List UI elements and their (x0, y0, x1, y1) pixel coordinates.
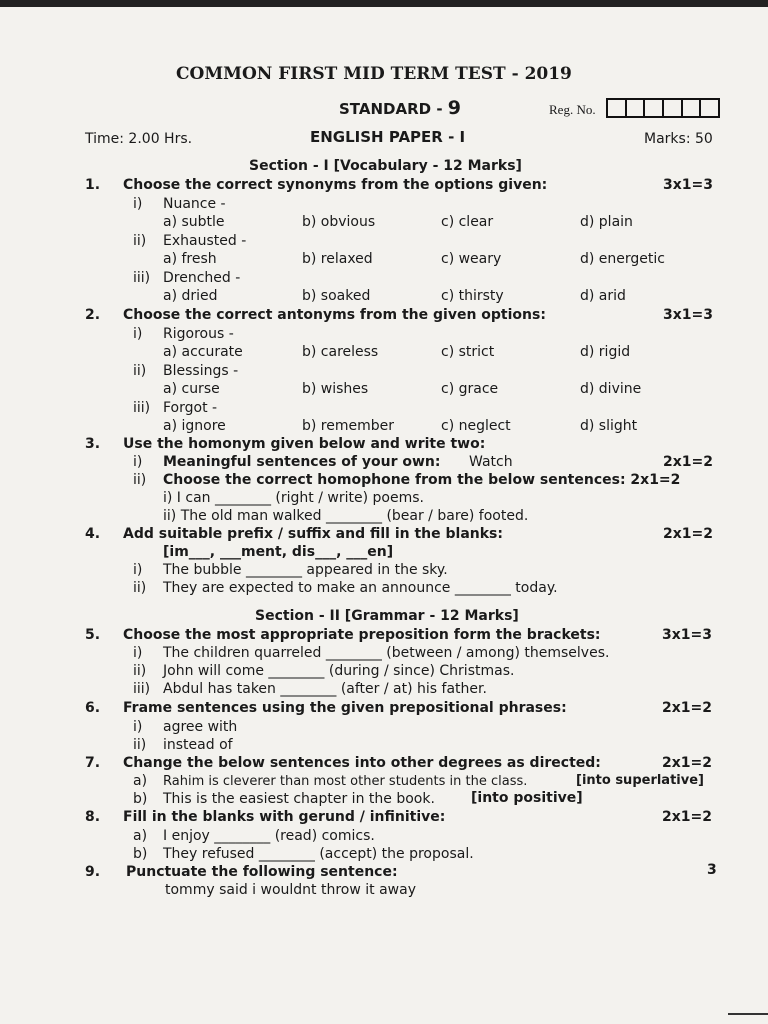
option-d: d) slight (580, 418, 638, 434)
question-text: Choose the correct antonyms from the given options: (123, 307, 546, 323)
option-d: d) rigid (580, 344, 631, 360)
question-number: 5. (85, 627, 101, 643)
item-label: a) (133, 773, 148, 789)
standard-line (339, 97, 461, 119)
item-text: They are expected to make an announce ________ today. (163, 580, 558, 596)
standard-value: 9 (447, 97, 461, 119)
item-label: a) (133, 828, 148, 844)
option-c: c) weary (441, 251, 502, 267)
top-dark-edge (0, 0, 768, 7)
option-b: b) careless (302, 344, 379, 360)
question-text: Use the homonym given below and write two: (123, 436, 486, 452)
option-c: c) grace (441, 381, 499, 397)
item-text: They refused ________ (accept) the proposal. (163, 846, 474, 862)
option-c: c) strict (441, 344, 495, 360)
item-label: ii) (133, 580, 147, 596)
item-marks: 2x1=2 (663, 454, 713, 470)
question-marks: 3x1=3 (662, 627, 712, 643)
option-b: b) soaked (302, 288, 371, 304)
option-a: a) accurate (163, 344, 243, 360)
option-d: d) arid (580, 288, 626, 304)
affix-options: [im___, ___ment, dis___, ___en] (163, 544, 394, 560)
item-text: agree with (163, 719, 238, 735)
section-heading: Section - I [Vocabulary - 12 Marks] (249, 158, 522, 174)
option-c: c) thirsty (441, 288, 504, 304)
question-number: 6. (85, 700, 101, 716)
item-text: Rahim is cleverer than most other students in the class. (163, 774, 528, 789)
question-number: 8. (85, 809, 101, 825)
option-a: a) ignore (163, 418, 226, 434)
exam-title: COMMON FIRST MID TERM TEST - 2019 (176, 64, 572, 84)
option-b: b) relaxed (302, 251, 373, 267)
option-b: b) obvious (302, 214, 376, 230)
item-label: i) (133, 719, 143, 735)
item-text: The children quarreled ________ (between / among) themselves. (163, 645, 610, 661)
item-word: Drenched - (163, 270, 241, 286)
question-number: 9. (85, 864, 101, 880)
item-label: b) (133, 846, 148, 862)
degree-direction: [into positive] (471, 790, 583, 806)
question-text: Choose the most appropriate preposition form the brackets: (123, 627, 601, 643)
exam-time: Time: 2.00 Hrs. (85, 131, 193, 147)
paper-name: ENGLISH PAPER - I (310, 128, 466, 146)
item-word: Exhausted - (163, 233, 247, 249)
question-marks: 2x1=2 (662, 809, 712, 825)
item-label: ii) (133, 737, 147, 753)
question-text: Change the below sentences into other degrees as directed: (123, 755, 601, 771)
homonym-word: Watch (469, 454, 513, 470)
item-label: iii) (133, 270, 151, 286)
item-text: Choose the correct homophone from the below sentences: 2x1=2 (163, 472, 681, 488)
sub-item: i) I can ________ (right / write) poems. (163, 490, 424, 506)
item-label: ii) (133, 663, 147, 679)
reg-no-boxes[interactable] (606, 98, 720, 118)
option-a: a) subtle (163, 214, 225, 230)
option-a: a) curse (163, 381, 220, 397)
question-text: Fill in the blanks with gerund / infinitive: (123, 809, 446, 825)
item-label: i) (133, 645, 143, 661)
sub-item: ii) The old man walked ________ (bear / bare) footed. (163, 508, 529, 524)
question-number: 1. (85, 177, 101, 193)
total-marks: Marks: 50 (644, 131, 713, 147)
page-corner-mark (728, 1013, 768, 1015)
question-text: Punctuate the following sentence: (126, 864, 398, 880)
item-word: Blessings - (163, 363, 239, 379)
option-c: c) neglect (441, 418, 511, 434)
degree-direction: [into superlative] (576, 773, 704, 788)
option-d: d) plain (580, 214, 633, 230)
item-text: Abdul has taken ________ (after / at) his father. (163, 681, 487, 697)
question-number: 2. (85, 307, 101, 323)
item-label: iii) (133, 400, 151, 416)
reg-no-label: Reg. No. (549, 102, 596, 117)
question-text: Frame sentences using the given prepositional phrases: (123, 700, 567, 716)
question-number: 4. (85, 526, 101, 542)
item-label: i) (133, 196, 143, 212)
item-label: ii) (133, 233, 147, 249)
question-marks: 2x1=2 (662, 700, 712, 716)
item-text: John will come ________ (during / since) Christmas. (163, 663, 515, 679)
item-label: i) (133, 562, 143, 578)
option-b: b) remember (302, 418, 395, 434)
question-marks: 3x1=3 (663, 307, 713, 323)
question-marks: 3 (707, 862, 717, 878)
question-marks: 2x1=2 (662, 755, 712, 771)
question-text: Add suitable prefix / suffix and fill in the blanks: (123, 526, 503, 542)
item-text: Meaningful sentences of your own: (163, 454, 441, 470)
question-text: Choose the correct synonyms from the options given: (123, 177, 548, 193)
item-label: iii) (133, 681, 151, 697)
item-text: instead of (163, 737, 233, 753)
item-word: Forgot - (163, 400, 218, 416)
item-label: i) (133, 326, 143, 342)
option-c: c) clear (441, 214, 494, 230)
option-a: a) fresh (163, 251, 217, 267)
option-a: a) dried (163, 288, 218, 304)
question-number: 3. (85, 436, 101, 452)
item-text: This is the easiest chapter in the book. (163, 791, 435, 807)
section-heading: Section - II [Grammar - 12 Marks] (255, 608, 519, 624)
item-label: b) (133, 791, 148, 807)
item-label: ii) (133, 472, 147, 488)
option-d: d) energetic (580, 251, 665, 267)
item-word: Nuance - (163, 196, 226, 212)
item-label: ii) (133, 363, 147, 379)
question-number: 7. (85, 755, 101, 771)
option-d: d) divine (580, 381, 642, 397)
punctuation-sentence: tommy said i wouldnt throw it away (165, 882, 416, 898)
standard-label: STANDARD - (339, 100, 448, 118)
item-word: Rigorous - (163, 326, 234, 342)
option-b: b) wishes (302, 381, 369, 397)
question-marks: 3x1=3 (663, 177, 713, 193)
question-marks: 2x1=2 (663, 526, 713, 542)
item-text: I enjoy ________ (read) comics. (163, 828, 375, 844)
item-text: The bubble ________ appeared in the sky. (163, 562, 448, 578)
item-label: i) (133, 454, 143, 470)
